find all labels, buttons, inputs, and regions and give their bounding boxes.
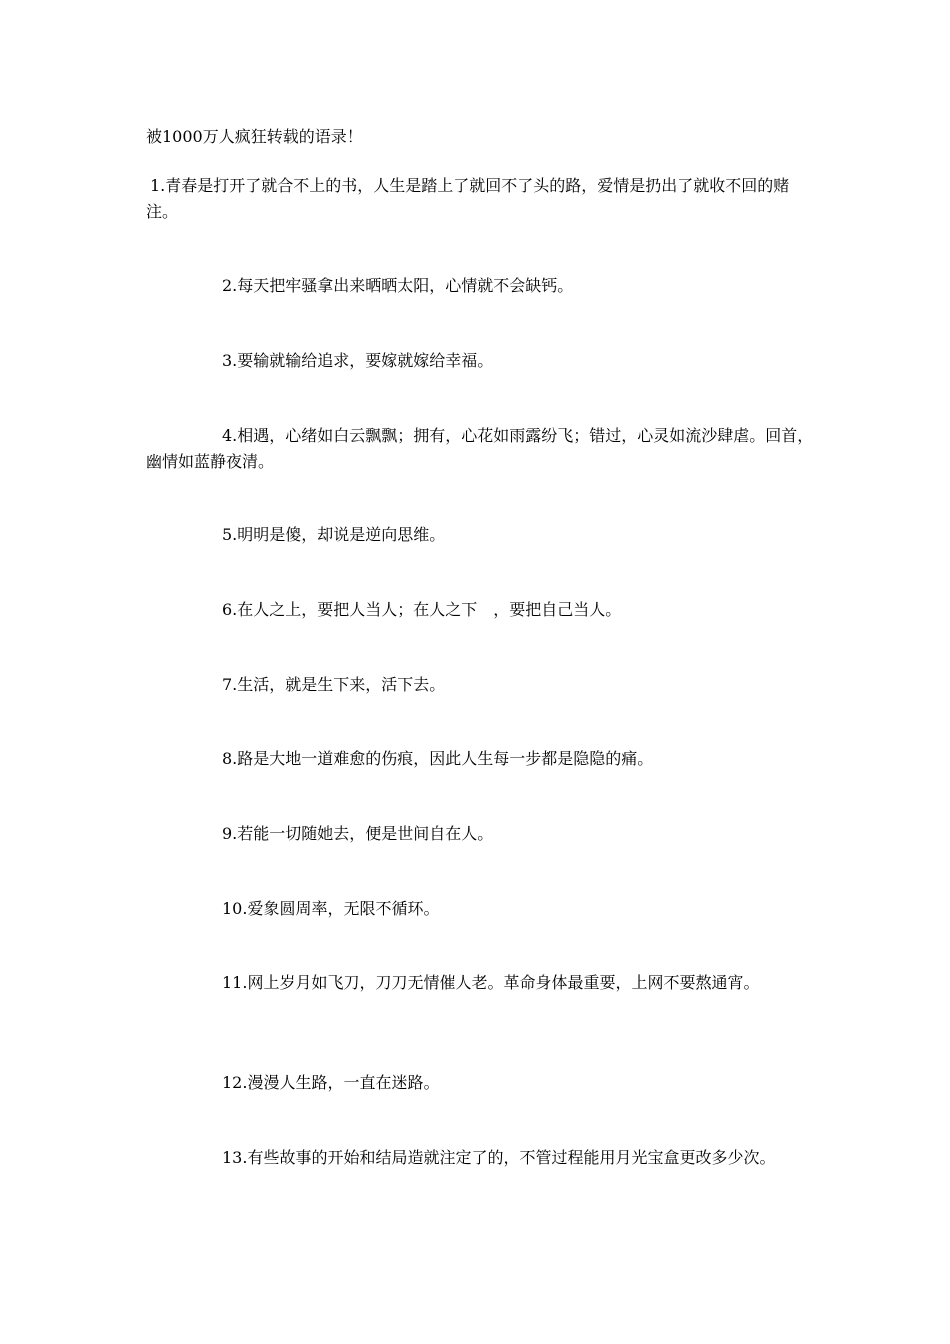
quote-1: 1.青春是打开了就合不上的书，人生是踏上了就回不了头的路，爱情是扔出了就收不回的赌注。 [146, 176, 790, 221]
quote-3: 3.要输就输给追求，要嫁就嫁给幸福。 [222, 351, 494, 370]
document-title: 被1000万人疯狂转载的语录！ [146, 127, 363, 146]
quote-9: 9.若能一切随她去，便是世间自在人。 [222, 824, 494, 843]
quote-7: 7.生活，就是生下来，活下去。 [222, 675, 446, 694]
quote-13: 13.有些故事的开始和结局造就注定了的，不管过程能用月光宝盒更改多少次。 [222, 1148, 776, 1167]
quote-11: 11.网上岁月如飞刀，刀刀无情催人老。革命身体最重要，上网不要熬通宵。 [222, 973, 760, 992]
quote-12: 12.漫漫人生路，一直在迷路。 [222, 1073, 440, 1092]
quote-2: 2.每天把牢骚拿出来晒晒太阳，心情就不会缺钙。 [222, 276, 574, 295]
quote-8: 8.路是大地一道难愈的伤痕，因此人生每一步都是隐隐的痛。 [222, 749, 654, 768]
quote-10: 10.爱象圆周率，无限不循环。 [222, 899, 440, 918]
quote-5: 5.明明是傻，却说是逆向思维。 [222, 525, 446, 544]
quote-4: 4.相遇，心绪如白云飘飘；拥有，心花如雨露纷飞；错过，心灵如流沙肆虐。回首，幽情如蓝静夜清。 [146, 426, 814, 471]
quote-6: 6.在人之上，要把人当人；在人之下 ，要把自己当人。 [222, 600, 622, 619]
